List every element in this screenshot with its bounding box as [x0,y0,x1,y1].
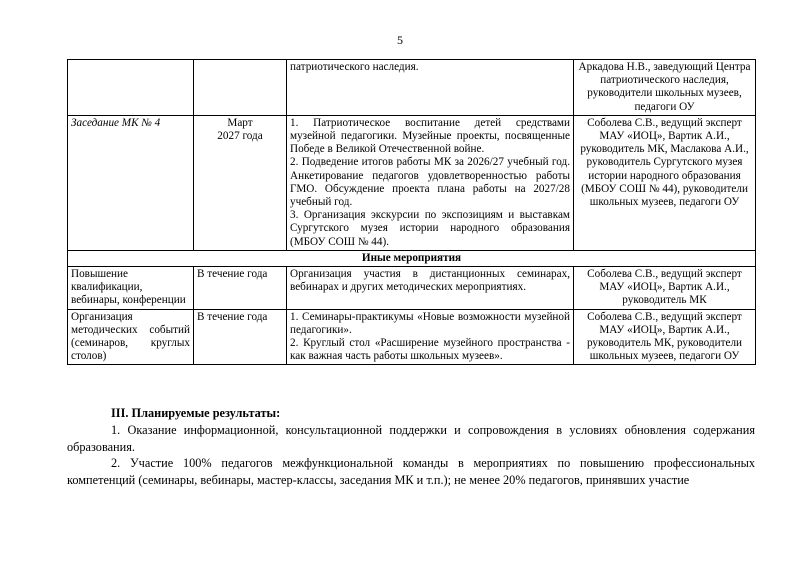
responsible-cell: Соболева С.В., ведущий эксперт МАУ «ИОЦ», Вартик А.И., руководитель МК [574,267,756,310]
section-title: Иные мероприятия [68,250,756,266]
list-item: 1. Патриотическое воспитание детей средствами музейной педагогики. Музейные проекты, посвященные Победе в Великой Отечественной войне. [290,116,570,156]
content-cell [287,309,574,365]
table-row [68,115,756,250]
responsible-cell: Соболева С.В., ведущий эксперт МАУ «ИОЦ», Вартик А.И., руководитель МК, руководители школьных музеев, педагоги ОУ [574,309,756,365]
date-cell: В течение года [194,309,287,365]
table-row [68,267,756,310]
table-row [68,309,756,365]
result-item: 2. Участие 100% педагогов межфункциональной команды в мероприятиях по повышению профессиональных компетенций (семинары, вебинары, мастер-классы, заседания МК и т.п.); не менее 20% педагогов, принявших участие [67,456,755,487]
date-cell [194,60,287,116]
responsible-cell: Соболева С.В., ведущий эксперт МАУ «ИОЦ», Вартик А.И., руководитель МК, Маслакова А.И., руководитель Сургутского музея истории народного образования (МБОУ СОШ № 44), руководители школьных музеев, педагоги ОУ [574,115,756,250]
content-cell: Организация участия в дистанционных семинарах, вебинарах и других методических мероприятиях. [287,267,574,310]
work-plan-table [67,59,756,365]
list-item: 3. Организация экскурсии по экспозициям и выставкам Сургутского музея истории народного образования (МБОУ СОШ № 44). [290,209,570,248]
event-name-cell: Повышение квалификации, вебинары, конференции [68,267,194,310]
planned-results-section [67,405,755,488]
page-number: 5 [397,33,403,47]
list-item: 1. Семинары-практикумы «Новые возможности музейной педагогики». [290,310,570,336]
date-cell: В течение года [194,267,287,310]
responsible-cell: Аркадова Н.В., заведующий Центра патриотического наследия, руководители школьных музеев, педагоги ОУ [574,60,756,116]
result-item: 1. Оказание информационной, консультационной поддержки и сопровождения в условиях обновления содержания образования. [67,423,755,454]
section-header-row [68,250,756,266]
date-year: 2027 года [217,130,263,143]
table-row [68,60,756,116]
list-item: 2. Круглый стол «Расширение музейного пространства - как важная часть работы школьных музеев». [290,337,570,363]
event-name-cell: Организация методических событий (семинаров, круглых столов) [68,309,194,365]
section-heading: III. Планируемые результаты: [111,406,281,420]
event-name-cell: Заседание МК № 4 [68,115,194,250]
content-cell: патриотического наследия. [287,60,574,116]
event-name-cell [68,60,194,116]
content-cell [287,115,574,250]
list-item: 2. Подведение итогов работы МК за 2026/27 учебный год. Анкетирование педагогов удовлетворенностью работы ГМО. Обсуждение проекта плана работы на 2027/28 учебный год. [290,156,570,209]
date-cell [194,115,287,250]
date-month: Март [227,116,253,129]
